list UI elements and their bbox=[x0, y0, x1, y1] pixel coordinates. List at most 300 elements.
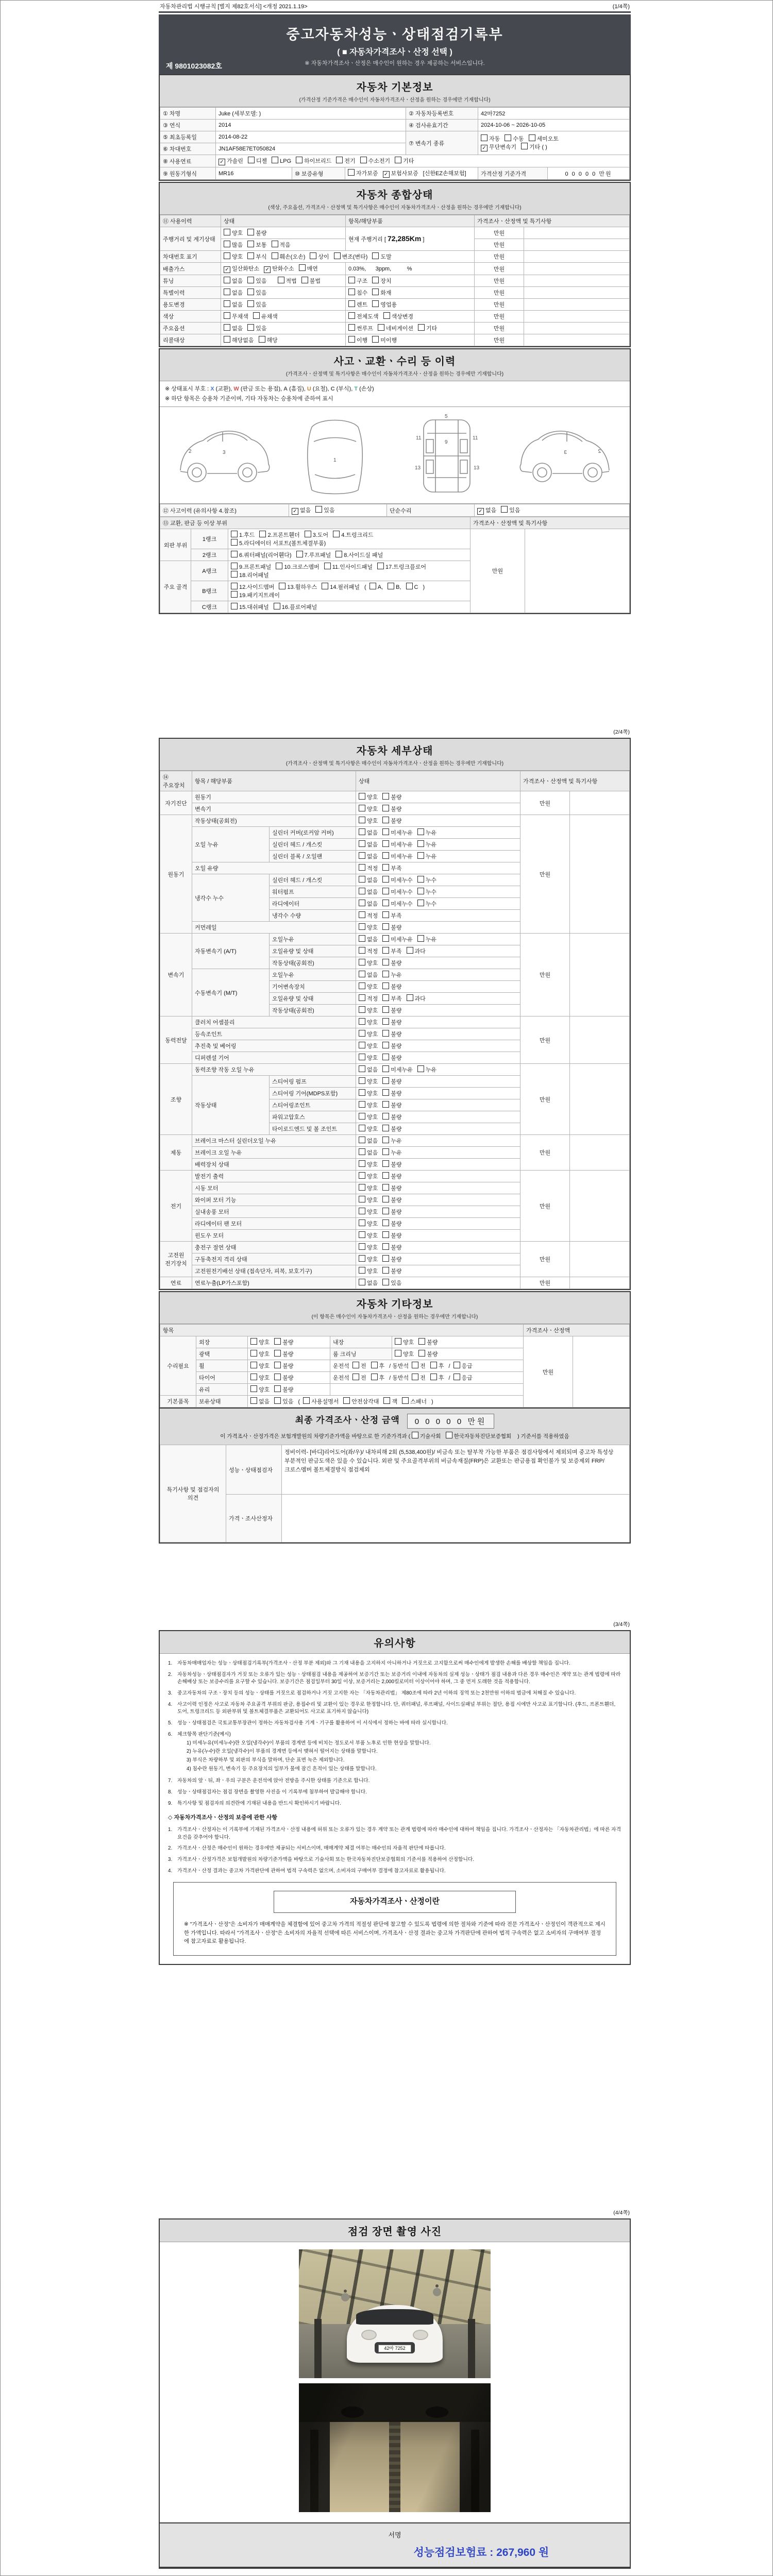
checkbox[interactable] bbox=[382, 1208, 389, 1214]
checkbox[interactable] bbox=[395, 157, 401, 163]
checkbox[interactable] bbox=[231, 583, 238, 589]
checkbox[interactable] bbox=[359, 1077, 365, 1084]
checkbox[interactable] bbox=[359, 1137, 365, 1143]
check-label: 불량 bbox=[282, 1340, 294, 1346]
check-label: 양호 bbox=[259, 1375, 270, 1381]
check-label: 17.트렁크플로어 bbox=[385, 564, 427, 571]
checkbox[interactable] bbox=[417, 935, 424, 942]
checkbox[interactable] bbox=[382, 1148, 389, 1155]
checkbox[interactable] bbox=[382, 876, 389, 883]
check-label: 미세누유 bbox=[391, 1067, 413, 1073]
transmission-type bbox=[478, 131, 630, 155]
checkbox[interactable] bbox=[382, 1030, 389, 1037]
checkbox[interactable] bbox=[382, 1101, 389, 1108]
inline-text: ( bbox=[298, 1399, 300, 1405]
check-label: 기타 bbox=[403, 158, 414, 164]
check-label: 불량 bbox=[391, 1114, 402, 1121]
check-label: 없음 bbox=[367, 877, 378, 884]
detail-row: 수동변속기 (M/T) 오일누유 없음 누유 bbox=[160, 969, 630, 981]
checkbox[interactable] bbox=[417, 828, 424, 835]
checkbox[interactable] bbox=[301, 277, 308, 283]
checkbox[interactable] bbox=[305, 531, 311, 537]
check-label: 양호 bbox=[367, 1126, 378, 1132]
section-header bbox=[160, 349, 630, 381]
checkbox[interactable] bbox=[382, 1160, 389, 1167]
check-label: 없음 bbox=[259, 1399, 270, 1405]
checkbox[interactable] bbox=[418, 324, 425, 331]
checkbox[interactable] bbox=[224, 324, 230, 331]
checkbox[interactable] bbox=[333, 531, 340, 537]
check-label: 양호 bbox=[367, 1162, 378, 1168]
check-label: 없음 bbox=[367, 1280, 378, 1286]
table-row: ⑫ 사고이력 (유의사항 4.참조) ✓ 없음 있음 단순수리 ✓ 없음 있음 bbox=[160, 504, 630, 517]
checkbox[interactable] bbox=[481, 134, 488, 141]
checkbox[interactable] bbox=[382, 935, 389, 942]
checkbox[interactable] bbox=[417, 888, 424, 894]
checkbox[interactable] bbox=[382, 994, 389, 1001]
checkbox[interactable] bbox=[274, 1350, 281, 1357]
checkbox[interactable] bbox=[322, 583, 328, 589]
checkbox[interactable] bbox=[231, 603, 238, 609]
check-label: 후 bbox=[379, 1375, 385, 1381]
checkbox[interactable] bbox=[359, 1208, 365, 1214]
checkbox[interactable] bbox=[359, 805, 365, 811]
notice-item: 6. 체크항목 판단기준(예시) 1) 미세누유(미세누수)란 오일(냉각수)이 부품의 경계면 등에 비치는 정도로서 부품 노후로 인한 현상을 말합니다. 2) 누유(누수)란 오일(냉각수)이 부품의 경계면 등에서 맺혀서 떨어지는 상태를 말합니다. 3) 부식은 차량하부 및 외판의 부식을 말하며, 단순 표면 녹은 제외합니다. 4) 침수란 원동기, 변속기 등 주요장치의 일부가 물에 잠긴 흔적이 있는 상태를 말합니다. bbox=[168, 1731, 621, 1774]
checkbox[interactable] bbox=[359, 1006, 365, 1013]
checkbox[interactable] bbox=[453, 1374, 460, 1380]
checkbox[interactable] bbox=[343, 1397, 350, 1404]
checkbox[interactable] bbox=[359, 982, 365, 989]
checkbox[interactable] bbox=[250, 1397, 257, 1404]
checkbox[interactable] bbox=[359, 1113, 365, 1120]
check-label: 3.도어 bbox=[312, 532, 329, 539]
checkbox[interactable] bbox=[382, 805, 389, 811]
checkbox[interactable] bbox=[407, 994, 413, 1001]
checkbox[interactable] bbox=[369, 583, 376, 589]
overall-condition-table bbox=[160, 215, 630, 346]
checkbox[interactable] bbox=[247, 300, 254, 307]
checkbox[interactable] bbox=[359, 1042, 365, 1048]
checkbox[interactable] bbox=[231, 591, 238, 598]
checkbox[interactable] bbox=[247, 277, 254, 283]
checkbox[interactable] bbox=[360, 157, 367, 163]
checkbox[interactable] bbox=[324, 563, 331, 569]
checkbox[interactable]: ✓ bbox=[219, 159, 225, 165]
checkbox[interactable]: ✓ bbox=[481, 145, 488, 151]
checkbox[interactable] bbox=[296, 157, 303, 163]
signature-label[interactable]: 서명 bbox=[388, 2531, 401, 2539]
checkbox[interactable] bbox=[348, 169, 355, 176]
notice-item: 7. 자동차의 앞ㆍ뒤, 좌ㆍ우의 구분은 운전석에 앉아 전방을 주시한 상태를 기준으로 합니다. bbox=[168, 1778, 370, 1784]
check-label: 후 bbox=[438, 1375, 444, 1381]
check-label: 양호 bbox=[367, 1197, 378, 1204]
checkbox[interactable] bbox=[250, 1338, 257, 1345]
checkbox[interactable] bbox=[406, 583, 413, 589]
price-cell: 만원 bbox=[475, 323, 524, 334]
check-label: 있음 bbox=[391, 1280, 402, 1286]
checkbox[interactable] bbox=[412, 1432, 418, 1438]
checkbox[interactable] bbox=[296, 551, 303, 557]
checkbox[interactable] bbox=[259, 531, 266, 537]
checkbox[interactable] bbox=[382, 1219, 389, 1226]
check-label: 양호 bbox=[367, 1233, 378, 1239]
checkbox[interactable] bbox=[412, 1362, 418, 1368]
checkbox[interactable] bbox=[359, 1054, 365, 1060]
checkbox[interactable] bbox=[382, 900, 389, 906]
checkbox[interactable] bbox=[272, 157, 278, 163]
checkbox[interactable] bbox=[382, 982, 389, 989]
checkbox[interactable] bbox=[359, 1030, 365, 1037]
checkbox[interactable] bbox=[382, 911, 389, 918]
checkbox[interactable] bbox=[383, 1397, 390, 1404]
checkbox[interactable]: ✓ bbox=[477, 508, 484, 515]
checkbox[interactable] bbox=[335, 551, 342, 557]
checkbox[interactable] bbox=[359, 1267, 365, 1274]
checkbox[interactable]: ✓ bbox=[224, 266, 230, 273]
checkbox[interactable] bbox=[359, 1243, 365, 1250]
checkbox[interactable] bbox=[359, 911, 365, 918]
checkbox[interactable]: ✓ bbox=[264, 266, 271, 273]
checkbox[interactable] bbox=[334, 252, 341, 259]
checkbox[interactable] bbox=[359, 1065, 365, 1072]
checkbox[interactable] bbox=[395, 1350, 401, 1357]
checkbox[interactable] bbox=[359, 1089, 365, 1096]
checkbox[interactable] bbox=[446, 1432, 452, 1438]
checkbox[interactable] bbox=[359, 1279, 365, 1285]
checkbox[interactable] bbox=[359, 1148, 365, 1155]
definition-text: ※ "가격조사ㆍ산정"은 소비자가 매매계약을 체결함에 있어 중고차 가격의 적절성 판단에 참고할 수 있도록 법령에 의한 절차와 기준에 따라 전문 가격조사ㆍ산정인이 객관적으로 제시한 가액입니다. 따라서 "가격조사ㆍ산정"은 소비자의 자율적 선택에 따른 서비스이며, 가격조사ㆍ산정 결과는 중고차 가격판단에 관하여 법적 구속력은 없고 소비자의 구매여부 결정에 참고자료로 활용됩니다. bbox=[184, 1921, 606, 1945]
checkbox[interactable] bbox=[352, 1362, 359, 1368]
checkbox[interactable] bbox=[348, 289, 355, 295]
checkbox[interactable] bbox=[378, 324, 384, 331]
checkbox[interactable] bbox=[418, 1338, 425, 1345]
accident-history-table bbox=[160, 504, 630, 517]
checkbox[interactable] bbox=[372, 252, 379, 259]
checkbox[interactable] bbox=[417, 852, 424, 859]
section-title: 자동차 종합상태 bbox=[356, 190, 433, 201]
checkbox[interactable] bbox=[274, 1362, 281, 1368]
checkbox[interactable] bbox=[359, 1101, 365, 1108]
check-label: 양호 bbox=[367, 1031, 378, 1038]
check-label: 양호 bbox=[259, 1351, 270, 1358]
checkbox[interactable] bbox=[359, 876, 365, 883]
check-label: 양호 bbox=[367, 1114, 378, 1121]
checkbox[interactable] bbox=[224, 229, 230, 235]
checkbox[interactable] bbox=[377, 563, 384, 569]
price-cell: 만원 bbox=[475, 334, 524, 346]
price-cell: 만원 bbox=[520, 1064, 570, 1135]
checkbox[interactable] bbox=[371, 1362, 378, 1368]
checkbox[interactable] bbox=[382, 1184, 389, 1191]
section-header bbox=[160, 1292, 630, 1324]
detail-row: 냉각수 누수 실린더 헤드 / 개스킷 없음 미세누수 누수 bbox=[160, 874, 630, 886]
check-label: 기타 ( ) bbox=[529, 144, 547, 150]
detail-row: 제동 브레이크 마스터 실린더오일 누유 없음 누유 만원 bbox=[160, 1135, 630, 1147]
checkbox[interactable] bbox=[250, 1350, 257, 1357]
checkbox[interactable] bbox=[430, 1362, 437, 1368]
checkbox[interactable] bbox=[382, 1243, 389, 1250]
checkbox[interactable] bbox=[359, 864, 365, 871]
checkbox[interactable] bbox=[417, 840, 424, 847]
checkbox[interactable] bbox=[382, 828, 389, 835]
checkbox[interactable] bbox=[231, 551, 238, 557]
check-label: 불량 bbox=[391, 1268, 402, 1275]
checkbox[interactable] bbox=[336, 157, 343, 163]
accident-history bbox=[289, 504, 387, 517]
inline-text: ) bbox=[423, 584, 425, 591]
checkbox[interactable] bbox=[272, 252, 278, 259]
checkbox[interactable] bbox=[247, 229, 254, 235]
other-info-section bbox=[159, 1291, 631, 1544]
detail-row: 구동축전지 격리 상태 양호 불량 bbox=[160, 1253, 630, 1265]
checkbox[interactable] bbox=[247, 252, 254, 259]
checkbox[interactable] bbox=[382, 1125, 389, 1131]
checkbox[interactable] bbox=[359, 923, 365, 930]
check-label: 보통 bbox=[256, 242, 267, 248]
checkbox[interactable] bbox=[272, 241, 278, 247]
checkbox[interactable] bbox=[299, 264, 306, 271]
checkbox[interactable] bbox=[382, 959, 389, 965]
checkbox[interactable] bbox=[303, 1397, 310, 1404]
checkbox[interactable] bbox=[274, 1374, 281, 1380]
checkbox[interactable] bbox=[453, 1362, 460, 1368]
checkbox[interactable] bbox=[224, 300, 230, 307]
check-label: 무단변속기 bbox=[489, 144, 517, 150]
check-label: 적정 bbox=[367, 913, 378, 919]
check-label: 없음 bbox=[367, 830, 378, 836]
checkbox[interactable] bbox=[382, 1113, 389, 1120]
checkbox[interactable] bbox=[372, 277, 379, 283]
checkbox[interactable] bbox=[348, 324, 355, 331]
checkbox[interactable] bbox=[382, 1267, 389, 1274]
checkbox[interactable] bbox=[382, 1231, 389, 1238]
checkbox[interactable] bbox=[224, 241, 230, 247]
checkbox[interactable] bbox=[388, 583, 394, 589]
checkbox[interactable] bbox=[359, 840, 365, 847]
document-number: 제 9801023082호 bbox=[166, 62, 222, 70]
checkbox[interactable] bbox=[250, 1385, 257, 1392]
checkbox[interactable] bbox=[382, 852, 389, 859]
checkbox[interactable] bbox=[359, 947, 365, 954]
checkbox[interactable] bbox=[372, 289, 379, 295]
checkbox[interactable] bbox=[359, 793, 365, 800]
checkbox[interactable] bbox=[231, 563, 238, 569]
checkbox[interactable] bbox=[382, 971, 389, 977]
checkbox[interactable] bbox=[359, 1231, 365, 1238]
checkbox[interactable] bbox=[359, 994, 365, 1001]
checkbox[interactable] bbox=[382, 864, 389, 871]
checkbox[interactable] bbox=[407, 947, 413, 954]
definition-title: 자동차가격조사ㆍ산정이란 bbox=[274, 1891, 516, 1913]
checkbox[interactable] bbox=[529, 134, 535, 141]
checkbox[interactable] bbox=[359, 1018, 365, 1025]
checkbox[interactable] bbox=[224, 252, 230, 259]
detail-row: 오일유량 및 상태 적정 부족 과다 bbox=[160, 945, 630, 957]
checkbox[interactable] bbox=[231, 539, 238, 546]
checkbox[interactable] bbox=[382, 1018, 389, 1025]
table-row: 주요옵션 없음 있음 썬루프 네비게이션 기타 만원 bbox=[160, 323, 630, 334]
checkbox[interactable] bbox=[359, 935, 365, 942]
overall-condition-section bbox=[159, 182, 631, 347]
checkbox[interactable] bbox=[382, 1065, 389, 1072]
photos-section bbox=[159, 2218, 631, 2569]
check-label: 불량 bbox=[391, 1233, 402, 1239]
checkbox[interactable] bbox=[259, 336, 265, 343]
notice-item: 2. 자동차성능ㆍ상태점검자가 거짓 또는 오류가 있는 성능ㆍ상태점검 내용을 제공하여 보증기간 또는 보증거리 이내에 자동차의 실제 성능ㆍ상태가 점검 내용과 다른 경우 매수인은 계약 또는 관계 법령에 따라 손해배상 또는 보증수리를 요구할 수 있습니다. 보증기간은 점검일부터 30일 이상, 보증거리는 2,000킬로미터 이상이어야 하며, 그 중 먼저 도래한 것을 적용합니다. bbox=[168, 1671, 621, 1685]
checkbox[interactable] bbox=[359, 1172, 365, 1179]
check-label: 불량 bbox=[391, 1197, 402, 1204]
car-underbody-diagram bbox=[395, 413, 498, 498]
checkbox[interactable] bbox=[250, 1374, 257, 1380]
notice-item: 4. 가격조사ㆍ산정 결과는 중고차 가격판단에 관하여 법적 구속력은 없으며, 소비자의 구매여부 결정에 참고자료로 활용됩니다. bbox=[168, 1868, 446, 1874]
checkbox[interactable] bbox=[274, 1385, 281, 1392]
svg-text:1: 1 bbox=[333, 457, 337, 464]
checkbox[interactable] bbox=[417, 1065, 424, 1072]
notice-header bbox=[160, 1631, 630, 1654]
checkbox[interactable] bbox=[274, 603, 280, 609]
checkbox[interactable] bbox=[359, 959, 365, 965]
checkbox[interactable] bbox=[359, 1219, 365, 1226]
checkbox[interactable] bbox=[382, 1172, 389, 1179]
status-code: X bbox=[210, 386, 214, 392]
checkbox[interactable] bbox=[402, 1397, 409, 1404]
check-label: 없음 bbox=[232, 278, 243, 284]
table-row: ③ 연식 2014 ④ 검사유효기간 2024-10-06 ~ 2026-10-05 bbox=[160, 120, 630, 131]
checkbox[interactable] bbox=[359, 1184, 365, 1191]
checkbox[interactable] bbox=[382, 888, 389, 894]
device-cell: 원동기 bbox=[160, 815, 192, 934]
checkbox[interactable] bbox=[382, 1077, 389, 1084]
checkbox[interactable] bbox=[372, 336, 379, 343]
checkbox[interactable] bbox=[247, 324, 254, 331]
check-label: 양호 bbox=[367, 1257, 378, 1263]
inline-text: / bbox=[448, 1375, 450, 1381]
checkbox[interactable] bbox=[372, 300, 379, 307]
checkbox[interactable] bbox=[383, 312, 390, 319]
checkbox[interactable] bbox=[276, 563, 282, 569]
notice-item: 4. 사고이력 인정은 사고로 자동차 주요골격 부위의 판금, 용접수리 및 교환이 있는 경우로 한정합니다. 단, 쿼터패널, 루프패널, 사이드실패널 부위는 절단, 용접 시에만 사고로 표기합니다. (후드, 프론트휀더, 도어, 트렁크리드 등 외판부위 및 볼트체결부품은 교환되어도 사고로 표기하지 않습니다) bbox=[168, 1701, 616, 1715]
checkbox[interactable] bbox=[352, 1374, 359, 1380]
checkbox[interactable] bbox=[412, 1374, 418, 1380]
checkbox[interactable] bbox=[382, 947, 389, 954]
checkbox[interactable] bbox=[382, 1196, 389, 1202]
checkbox[interactable] bbox=[359, 1160, 365, 1167]
checkbox[interactable] bbox=[348, 300, 355, 307]
checkbox[interactable] bbox=[382, 840, 389, 847]
checkbox[interactable] bbox=[231, 531, 238, 537]
checkbox[interactable] bbox=[274, 1397, 281, 1404]
checkbox[interactable] bbox=[279, 583, 285, 589]
check-label: 불량 bbox=[427, 1340, 438, 1346]
checkbox[interactable] bbox=[348, 312, 355, 319]
notice-item: 3. 중고자동차의 구조ㆍ장치 등의 성능ㆍ상태를 거짓으로 점검하거나 거짓 고지한 자는 「자동차관리법」 제80조에 따라 2년 이하의 징역 또는 2천만원 이하의 벌금에 처해질 수 있습니다. bbox=[168, 1690, 576, 1697]
detail-row: 등속조인트 양호 불량 bbox=[160, 1028, 630, 1040]
checkbox[interactable] bbox=[430, 1374, 437, 1380]
checkbox[interactable] bbox=[359, 852, 365, 859]
checkbox[interactable] bbox=[382, 1279, 389, 1285]
checkbox[interactable] bbox=[418, 1350, 425, 1357]
checkbox[interactable] bbox=[417, 876, 424, 883]
checkbox[interactable] bbox=[224, 289, 230, 295]
checkbox[interactable] bbox=[224, 312, 230, 319]
checkbox[interactable] bbox=[382, 1042, 389, 1048]
inspection-valid-period: 2024-10-06 ~ 2026-10-05 bbox=[478, 120, 630, 131]
checkbox[interactable] bbox=[224, 277, 230, 283]
checkbox[interactable]: ✓ bbox=[383, 171, 390, 178]
check-label: 없음 bbox=[300, 507, 311, 514]
checkbox[interactable] bbox=[348, 277, 355, 283]
checkbox[interactable] bbox=[247, 289, 254, 295]
checkbox[interactable] bbox=[359, 817, 365, 823]
checkbox[interactable] bbox=[395, 1338, 401, 1345]
check-label: 없음 bbox=[232, 326, 243, 332]
inline-text: / bbox=[448, 1363, 450, 1369]
check-label: 있음 bbox=[324, 507, 335, 514]
checkbox[interactable] bbox=[359, 828, 365, 835]
checkbox[interactable] bbox=[382, 1137, 389, 1143]
checkbox[interactable] bbox=[231, 571, 238, 578]
car-side-diagram bbox=[171, 413, 274, 498]
table-row: 유리 양호 불량 bbox=[160, 1384, 630, 1396]
checkbox[interactable] bbox=[348, 336, 355, 343]
other-info-table bbox=[160, 1324, 630, 1408]
checkbox[interactable] bbox=[359, 971, 365, 977]
checkbox[interactable] bbox=[521, 143, 528, 149]
checkbox[interactable] bbox=[382, 923, 389, 930]
check-label: 양호 bbox=[367, 1268, 378, 1275]
checkbox[interactable] bbox=[382, 1089, 389, 1096]
checkbox[interactable] bbox=[315, 506, 322, 513]
check-label: 양호 bbox=[367, 960, 378, 967]
checkbox[interactable] bbox=[278, 277, 284, 283]
checkbox[interactable] bbox=[417, 900, 424, 906]
check-label: 해당 bbox=[266, 337, 278, 344]
checkbox[interactable] bbox=[505, 134, 511, 141]
checkbox[interactable] bbox=[382, 817, 389, 823]
table-row: 항목 가격조사ㆍ산정액 bbox=[160, 1325, 630, 1336]
photos-area bbox=[160, 2242, 630, 2522]
checkbox[interactable] bbox=[382, 1255, 389, 1262]
checkbox[interactable] bbox=[371, 1374, 378, 1380]
checkbox[interactable] bbox=[382, 1006, 389, 1013]
table-row: 특기사항 및 점검자의 의견 성능ㆍ상태점검자 정비이력- [바디]리어도어(좌/우)/ 내차피해 2회 (5,538,400원)/ 비금속 또는 탈부착 가능한 부품은 점검사항에서 제외되며 중고차 특성상 부분적인 판금도색은 있을 수 있습니다. 외판 및 주요골격부위의 비금속재질(FRP)은 교환또는 판금용접 확인불가 및 보증제외 FRP/크로스멤버 볼트체결방식 점검제외 bbox=[160, 1445, 630, 1495]
checkbox[interactable] bbox=[253, 312, 260, 319]
checkbox[interactable] bbox=[501, 506, 508, 513]
checkbox[interactable] bbox=[310, 252, 316, 259]
checkbox[interactable] bbox=[359, 1125, 365, 1131]
check-label: 누유 bbox=[425, 842, 437, 848]
checkbox[interactable] bbox=[274, 1338, 281, 1345]
checkbox[interactable] bbox=[248, 157, 255, 163]
checkbox[interactable]: ✓ bbox=[292, 508, 298, 515]
checkbox[interactable] bbox=[247, 241, 254, 247]
check-label: 잭 bbox=[392, 1399, 398, 1405]
check-label: 응급 bbox=[461, 1375, 473, 1381]
checkbox[interactable] bbox=[359, 1196, 365, 1202]
checkbox[interactable] bbox=[359, 1255, 365, 1262]
checkbox[interactable] bbox=[224, 336, 230, 343]
section-header bbox=[160, 75, 630, 107]
check-label: 양호 bbox=[367, 1043, 378, 1049]
check-label: 미세누유 bbox=[391, 842, 413, 848]
checkbox[interactable] bbox=[359, 900, 365, 906]
checkbox[interactable] bbox=[382, 1054, 389, 1060]
checkbox[interactable] bbox=[382, 793, 389, 800]
check-label: 양호 bbox=[259, 1340, 270, 1346]
checkbox[interactable] bbox=[359, 888, 365, 894]
document-subtitle: ( ■ 자동차가격조사ㆍ산정 선택 ) bbox=[337, 48, 452, 57]
checkbox[interactable] bbox=[250, 1362, 257, 1368]
